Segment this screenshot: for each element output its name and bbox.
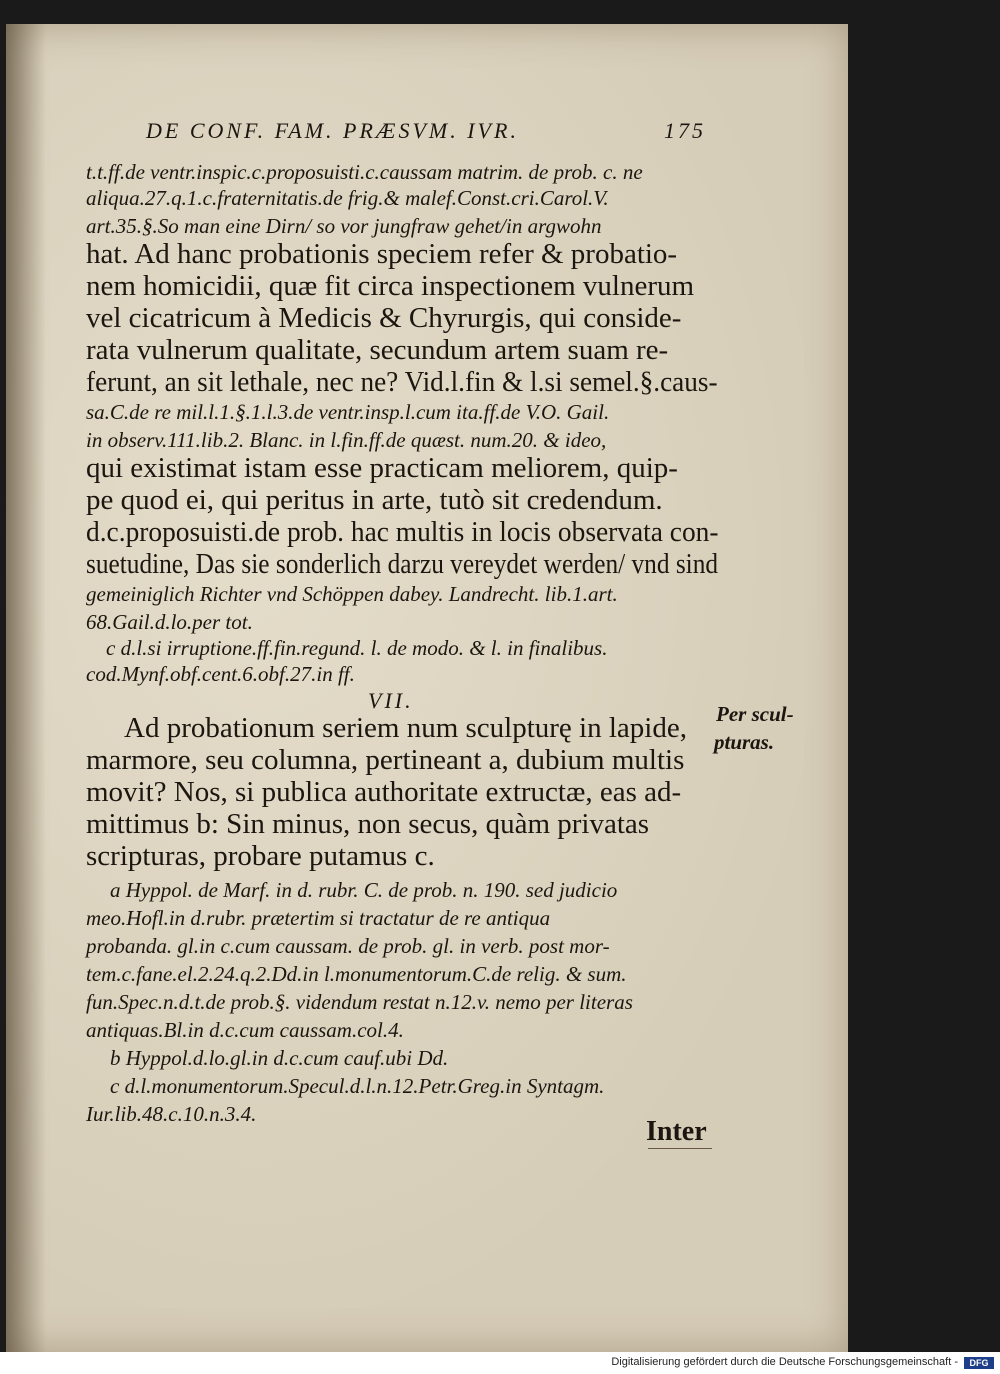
text-line: pe quod ei, qui peritus in arte, tutò sit credendum. — [86, 484, 663, 516]
footnote-line: cod.Mynf.obf.cent.6.obf.27.in ff. — [86, 662, 355, 686]
page-number: 175 — [664, 118, 706, 143]
footnote-line: a Hyppol. de Marf. in d. rubr. C. de prob. n. 190. sed judicio — [110, 878, 618, 902]
footnote-line: b Hyppol.d.lo.gl.in d.c.cum cauf.ubi Dd. — [110, 1046, 449, 1070]
text-line: suetudine, Das sie sonderlich darzu vereydet werden/ vnd sind — [86, 548, 719, 580]
catchword-rule — [648, 1148, 712, 1149]
text-line: d.c.proposuisti.de prob. hac multis in locis observata con- — [86, 516, 719, 548]
book-page — [6, 24, 848, 1352]
footnote-line: fun.Spec.n.d.t.de prob.§. videndum restat n.12.v. nemo per literas — [86, 990, 633, 1014]
text-line: art.35.§.So man eine Dirn/ so vor jungfraw gehet/in argwohn — [86, 214, 602, 238]
text-line: t.t.ff.de ventr.inspic.c.proposuisti.c.caussam matrim. de prob. c. ne — [86, 160, 643, 184]
text-line: aliqua.27.q.1.c.fraternitatis.de frig.& malef.Const.cri.Carol.V. — [86, 186, 609, 210]
margin-note: pturas. — [714, 730, 775, 754]
footnote-line: c d.l.monumentorum.Specul.d.l.n.12.Petr.Greg.in Syntagm. — [110, 1074, 605, 1098]
text-line: movit? Nos, si publica authoritate extructæ, eas ad- — [86, 776, 682, 808]
footnote-line: meo.Hofl.in d.rubr. prætertim si tractatur de re antiqua — [86, 906, 551, 930]
page-gutter-shadow — [6, 24, 46, 1352]
dfg-logo: DFG — [964, 1357, 994, 1369]
footer-credit: Digitalisierung gefördert durch die Deutsche Forschungsgemeinschaft - — [611, 1356, 958, 1368]
text-line: vel cicatricum à Medicis & Chyrurgis, qui conside- — [86, 302, 682, 334]
text-line: nem homicidii, quæ fit circa inspectionem vulnerum — [86, 270, 695, 302]
margin-note: Per scul- — [716, 702, 794, 726]
text-line: ferunt, an sit lethale, nec ne? Vid.l.fin & l.si semel.§.caus- — [86, 366, 718, 398]
running-head: DE CONF. FAM. PRÆSVM. IVR. — [146, 118, 519, 143]
text-line: marmore, seu columna, pertineant a, dubium multis — [86, 744, 685, 776]
text-line: Ad probationum seriem num sculpturę in lapide, — [124, 712, 687, 744]
digitization-footer — [0, 1352, 1000, 1374]
footnote-line: c d.l.si irruptione.ff.fin.regund. l. de modo. & l. in finalibus. — [106, 636, 608, 660]
footnote-line: antiquas.Bl.in d.c.cum caussam.col.4. — [86, 1018, 404, 1042]
footnote-line: probanda. gl.in c.cum caussam. de prob. gl. in verb. post mor- — [86, 934, 610, 958]
text-line: qui existimat istam esse practicam meliorem, quip- — [86, 452, 678, 484]
text-line: rata vulnerum qualitate, secundum artem suam re- — [86, 334, 669, 366]
footnote-line: Iur.lib.48.c.10.n.3.4. — [86, 1102, 257, 1126]
text-line: hat. Ad hanc probationis speciem refer & probatio- — [86, 238, 678, 270]
text-line: gemeiniglich Richter vnd Schöppen dabey. Landrecht. lib.1.art. — [86, 582, 618, 606]
text-line: in observ.111.lib.2. Blanc. in l.fin.ff.de quæst. num.20. & ideo, — [86, 428, 607, 452]
text-line: mittimus b: Sin minus, non secus, quàm privatas — [86, 808, 650, 840]
text-line: 68.Gail.d.lo.per tot. — [86, 610, 253, 634]
catchword: Inter — [646, 1116, 707, 1147]
footnote-line: tem.c.fane.el.2.24.q.2.Dd.in l.monumentorum.C.de relig. & sum. — [86, 962, 627, 986]
section-number: VII. — [368, 688, 414, 713]
text-line: sa.C.de re mil.l.1.§.1.l.3.de ventr.insp.l.cum ita.ff.de V.O. Gail. — [86, 400, 610, 424]
text-line: scripturas, probare putamus c. — [86, 840, 435, 872]
